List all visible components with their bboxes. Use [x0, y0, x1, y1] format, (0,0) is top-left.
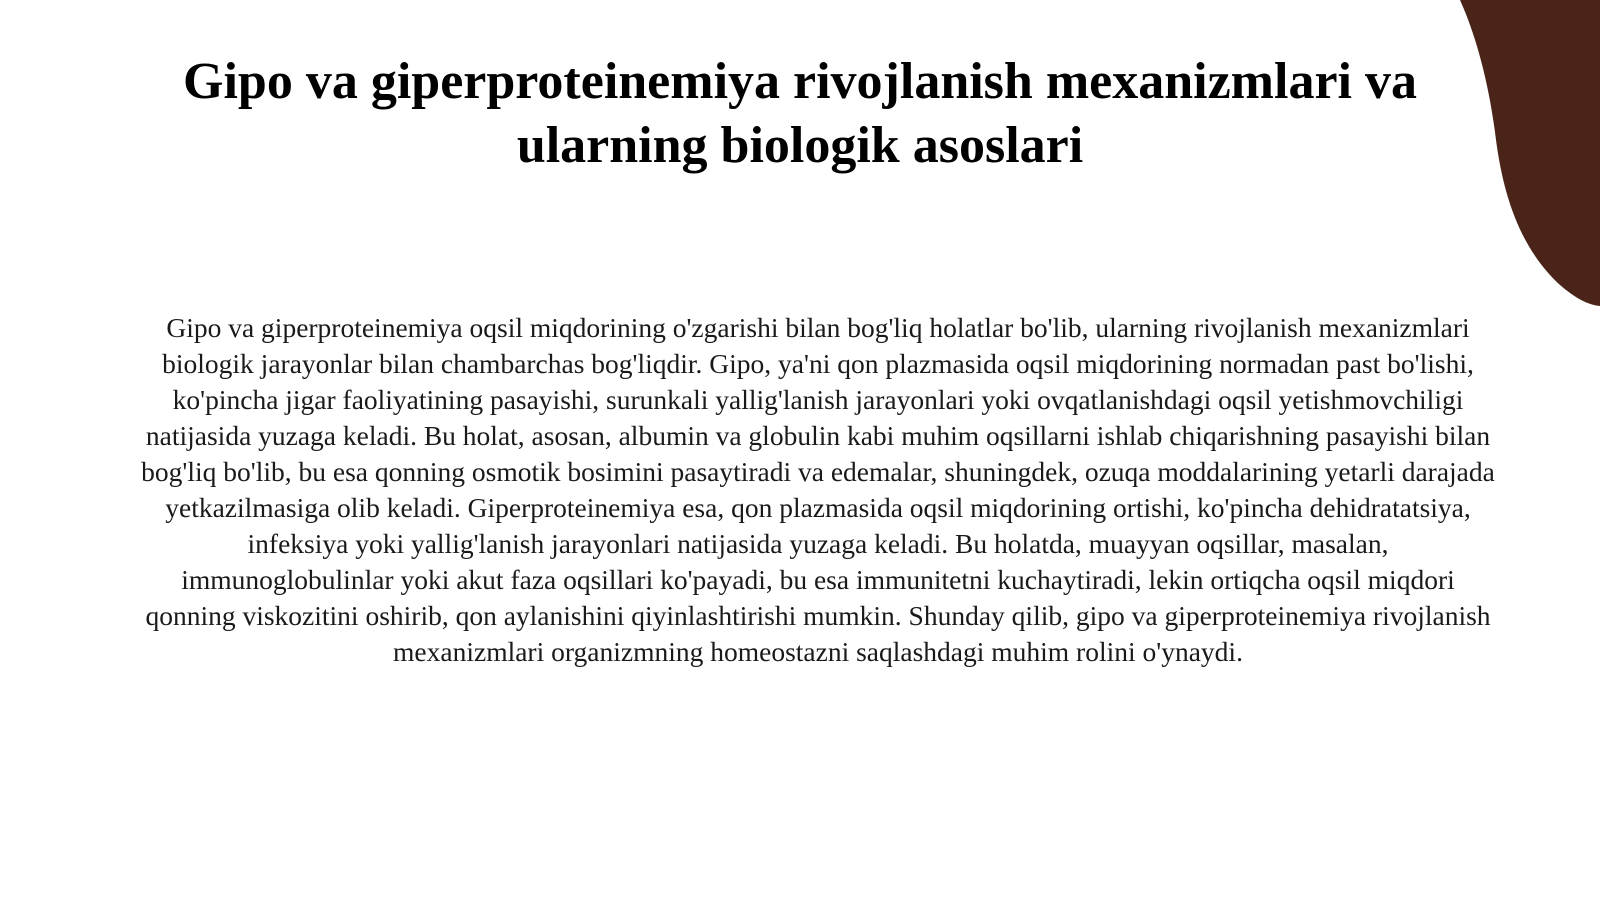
- slide-body-text: Gipo va giperproteinemiya oqsil miqdorining o'zgarishi bilan bog'liq holatlar bo'lib, ularning rivojlanish mexanizmlari biologik jarayonlar bilan chambarchas bog'liqdir. Gipo, ya'ni qon plazmasida oqsil miqdorining normadan past bo'lishi, ko'pincha jigar faoliyatining pasayishi, surunkali yallig'lanish jarayonlari yoki ovqatlanishdagi oqsil yetishmovchiligi natijasida yuzaga keladi. Bu holat, asosan, albumin va globulin kabi muhim oqsillarni ishlab chiqarishning pasayishi bilan bog'liq bo'lib, bu esa qonning osmotik bosimini pasaytiradi va edemalar, shuningdek, ozuqa moddalarining yetarli darajada yetkazilmasiga olib keladi. Giperproteinemiya esa, qon plazmasida oqsil miqdorining ortishi, ko'pincha dehidratatsiya, infeksiya yoki yallig'lanish jarayonlari natijasida yuzaga keladi. Bu holatda, muayyan oqsillar, masalan, immunoglobulinlar yoki akut faza oqsillari ko'payadi, bu esa immunitetni kuchaytiradi, lekin ortiqcha oqsil miqdori qonning viskozitini oshirib, qon aylanishini qiyinlashtirishi mumkin. Shunday qilib, gipo va giperproteinemiya rivojlanish mexanizmlari organizmning homeostazni saqlashdagi muhim rolini o'ynaydi.: [141, 312, 1495, 667]
- decorative-corner-shape: [1460, 0, 1600, 310]
- slide-title: Gipo va giperproteinemiya rivojlanish mexanizmlari va ularning biologik asoslari: [183, 53, 1417, 174]
